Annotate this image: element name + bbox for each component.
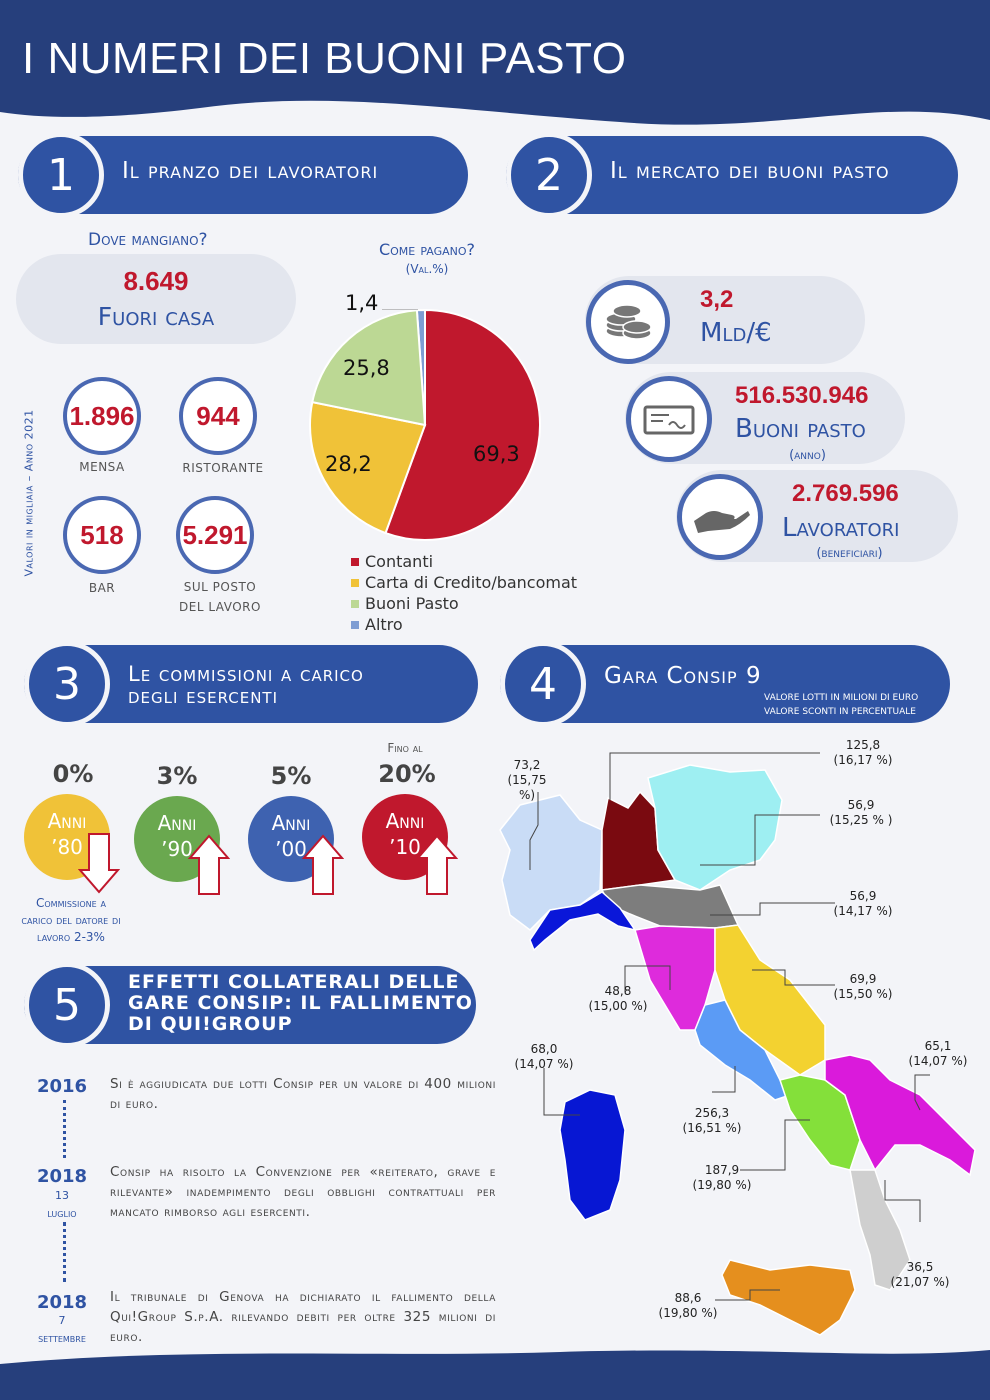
map-value: 65,1 — [924, 1039, 952, 1053]
section-5-title-line-2: GARE CONSIP: IL FALLIMENTO — [128, 992, 473, 1014]
legend-swatch — [351, 600, 359, 608]
map-value: 88,6 — [674, 1291, 702, 1305]
ristorante-value: 944 — [196, 400, 240, 431]
region-sicilia — [722, 1260, 855, 1335]
timeline-year-2018-september: 2018 — [36, 1292, 88, 1313]
pie-label-contanti: 69,3 — [473, 442, 520, 466]
section-4-note-2: VALORE SCONTI IN PERCENTUALE — [764, 707, 916, 717]
map-percent: (15,75 %) — [507, 773, 547, 802]
decade-00-label-2: ’00 — [275, 837, 307, 861]
timeline-text-2018-july: Consip ha risolto la Convenzione per «reiterato, grave e rilevante» inadempimento degli obblighi contrattuali per mancato rimborso agli esercenti. — [110, 1164, 496, 1220]
bar-label: BAR — [88, 581, 116, 595]
map-percent: (21,07 %) — [890, 1275, 950, 1289]
section-4-banner — [500, 645, 950, 723]
map-percent: (16,51 %) — [682, 1121, 742, 1135]
map-percent: (15,25 % ) — [829, 813, 893, 827]
map-value: 56,9 — [849, 889, 877, 903]
page-title: I NUMERI DEI BUONI PASTO — [22, 34, 627, 83]
mensa-value: 1.896 — [69, 400, 135, 431]
section-2-banner — [506, 136, 958, 214]
pie-label-altro-line-wrap — [382, 290, 422, 310]
legend-swatch — [351, 621, 359, 629]
commission-pct-00: 5% — [270, 762, 312, 790]
section-5-title-line-3: DI QUI!GROUP — [128, 1013, 293, 1035]
map-label-campania — [690, 1163, 754, 1193]
section-3-title-line-2: degli esercenti — [128, 684, 279, 708]
commission-pct-90: 3% — [156, 762, 198, 790]
decade-10-label-2: ’10 — [389, 835, 421, 859]
payment-unit: (Val.%) — [405, 262, 449, 276]
arrow-up-icon — [188, 834, 230, 896]
commission-footnote — [4, 895, 138, 946]
market-value: 3,2 — [700, 286, 734, 313]
vouchers-value: 516.530.946 — [735, 382, 869, 409]
decade-10-label-1: Anni — [385, 809, 425, 833]
section-4-number: 4 — [500, 641, 586, 727]
map-value: 36,5 — [906, 1260, 934, 1274]
decade-90-label-1: Anni — [157, 811, 197, 835]
section-5-title — [128, 972, 473, 1035]
map-percent: (19,80 %) — [692, 1178, 752, 1192]
vouchers-label: Buoni pasto — [735, 414, 866, 444]
map-value: 125,8 — [845, 738, 881, 752]
commission-footnote-line-3: lavoro 2-3% — [37, 930, 105, 944]
map-label-liguria-sardegna — [514, 1042, 574, 1072]
legend-item-carta — [351, 573, 577, 592]
decade-00-label-1: Anni — [271, 811, 311, 835]
timeline-connector — [63, 1222, 66, 1282]
timeline-month-september: settembre — [38, 1332, 86, 1345]
lunch-total-pill — [16, 254, 296, 344]
payment-question: Come pagano? — [378, 240, 476, 259]
timeline-year-2018-july: 2018 — [36, 1166, 88, 1187]
map-value: 256,3 — [694, 1106, 730, 1120]
map-value: 48,8 — [604, 984, 632, 998]
map-value: 69,9 — [849, 972, 877, 986]
legend-item-buoni — [351, 594, 577, 613]
legend-swatch — [351, 579, 359, 587]
hand-icon — [677, 474, 763, 560]
arrow-up-icon — [302, 834, 344, 896]
legend-item-altro — [351, 615, 577, 634]
map-label-emilia — [828, 889, 898, 919]
map-value: 73,2 — [513, 758, 541, 772]
timeline-text-2016: Si è aggiudicata due lotti Consip per un valore di 400 milioni di euro. — [110, 1076, 496, 1112]
arrow-down-icon — [78, 832, 120, 894]
values-note: Valori in migliaia – Anno 2021 — [22, 409, 36, 577]
mensa-ring — [63, 377, 141, 455]
footer-background — [0, 1344, 990, 1400]
map-percent: (15,00 %) — [588, 999, 648, 1013]
pie-label-carta: 28,2 — [325, 452, 372, 476]
section-3-title — [128, 663, 364, 707]
map-label-toscana — [588, 984, 648, 1014]
legend-label: Altro — [365, 615, 403, 634]
pie-label-altro: 1,4 — [345, 291, 379, 315]
timeline-text-2018-september: Il tribunale di Genova ha dichiarato il fallimento della Qui!Group S.p.A. rilevando debiti per oltre 325 milioni di euro. — [110, 1289, 496, 1345]
map-percent: (15,50 %) — [833, 987, 893, 1001]
timeline-day-13: 13 — [55, 1189, 69, 1202]
workers-value: 2.769.596 — [792, 480, 899, 507]
timeline-month-july: luglio — [47, 1207, 77, 1220]
payment-pie-chart — [300, 300, 550, 550]
section-5-number: 5 — [24, 962, 110, 1048]
posto-lavoro-ring — [176, 496, 254, 574]
section-4-note-1: VALORE LOTTI IN MILIONI DI EURO — [764, 693, 919, 703]
map-value: 56,9 — [847, 798, 875, 812]
map-label-calabria — [888, 1260, 952, 1290]
section-3-banner — [24, 645, 478, 723]
legend-swatch — [351, 558, 359, 566]
decade-80-label-1: Anni — [47, 809, 87, 833]
mensa-label: MENSA — [79, 460, 125, 474]
map-percent: (19,80 %) — [658, 1306, 718, 1320]
decade-80-label-2: ’80 — [51, 835, 83, 859]
section-4-title: Gara Consip 9 — [604, 663, 762, 689]
section-3-title-line-1: Le commissioni a carico — [128, 662, 364, 686]
coins-icon — [586, 280, 670, 364]
map-value: 187,9 — [704, 1163, 740, 1177]
map-label-lazio — [680, 1106, 744, 1136]
pie-legend — [351, 552, 577, 634]
commission-pct-10: 20% — [378, 760, 436, 788]
section-3-number: 3 — [24, 641, 110, 727]
lunch-question: Dove mangiano? — [88, 230, 208, 250]
section-2-number: 2 — [506, 132, 592, 218]
map-percent: (16,17 %) — [833, 753, 893, 767]
ristorante-ring — [179, 377, 257, 455]
map-label-nordovest — [502, 758, 552, 803]
map-value: 68,0 — [530, 1042, 558, 1056]
pie-label-buoni: 25,8 — [343, 356, 390, 380]
cheque-icon — [626, 376, 712, 462]
region-sardegna — [560, 1090, 625, 1220]
ristorante-label: RISTORANTE — [182, 461, 264, 475]
timeline-day-7: 7 — [58, 1314, 66, 1327]
legend-label: Contanti — [365, 552, 434, 571]
market-value-unit: Mld/€ — [700, 318, 772, 348]
section-2-title: Il mercato dei buoni pasto — [610, 158, 890, 184]
map-label-puglia — [906, 1039, 970, 1069]
section-1-number: 1 — [18, 132, 104, 218]
commission-footnote-line-2: carico del datore di — [21, 913, 121, 927]
vouchers-sub: (anno) — [789, 448, 826, 463]
workers-label: Lavoratori — [782, 513, 900, 543]
arrow-up-icon — [416, 834, 458, 896]
timeline-connector — [63, 1100, 66, 1158]
map-label-lombardia — [828, 738, 898, 768]
timeline-year-2016: 2016 — [36, 1076, 88, 1097]
map-label-nordest — [826, 798, 896, 828]
workers-sub: (beneficiari) — [816, 546, 883, 561]
section-1-title: Il pranzo dei lavoratori — [122, 158, 379, 184]
map-label-centro — [828, 972, 898, 1002]
decade-90-label-2: ’90 — [161, 837, 193, 861]
legend-label: Carta di Credito/bancomat — [365, 573, 578, 592]
commission-top-note: Fino al — [387, 741, 423, 755]
map-percent: (14,07 %) — [908, 1054, 968, 1068]
posto-lavoro-label-2: DEL LAVORO — [179, 600, 261, 614]
posto-lavoro-value: 5.291 — [182, 519, 248, 550]
bar-ring — [63, 496, 141, 574]
posto-lavoro-label-1: SUL POSTO — [183, 580, 257, 594]
section-5-title-line-1: EFFETTI COLLATERALI DELLE — [128, 971, 460, 993]
bar-value: 518 — [80, 519, 124, 550]
pie-label-altro-line — [382, 290, 422, 310]
section-1-banner — [18, 136, 468, 214]
lunch-total-label: Fuori casa — [97, 302, 215, 331]
legend-item-contanti — [351, 552, 577, 571]
map-percent: (14,07 %) — [514, 1057, 574, 1071]
map-label-sicilia — [656, 1291, 720, 1321]
section-5-banner — [24, 966, 476, 1044]
legend-label: Buoni Pasto — [365, 594, 459, 613]
lunch-total-value: 8.649 — [123, 266, 189, 296]
commission-footnote-line-1: Commissione a — [36, 896, 106, 910]
map-percent: (14,17 %) — [833, 904, 893, 918]
commission-pct-80: 0% — [52, 760, 94, 788]
